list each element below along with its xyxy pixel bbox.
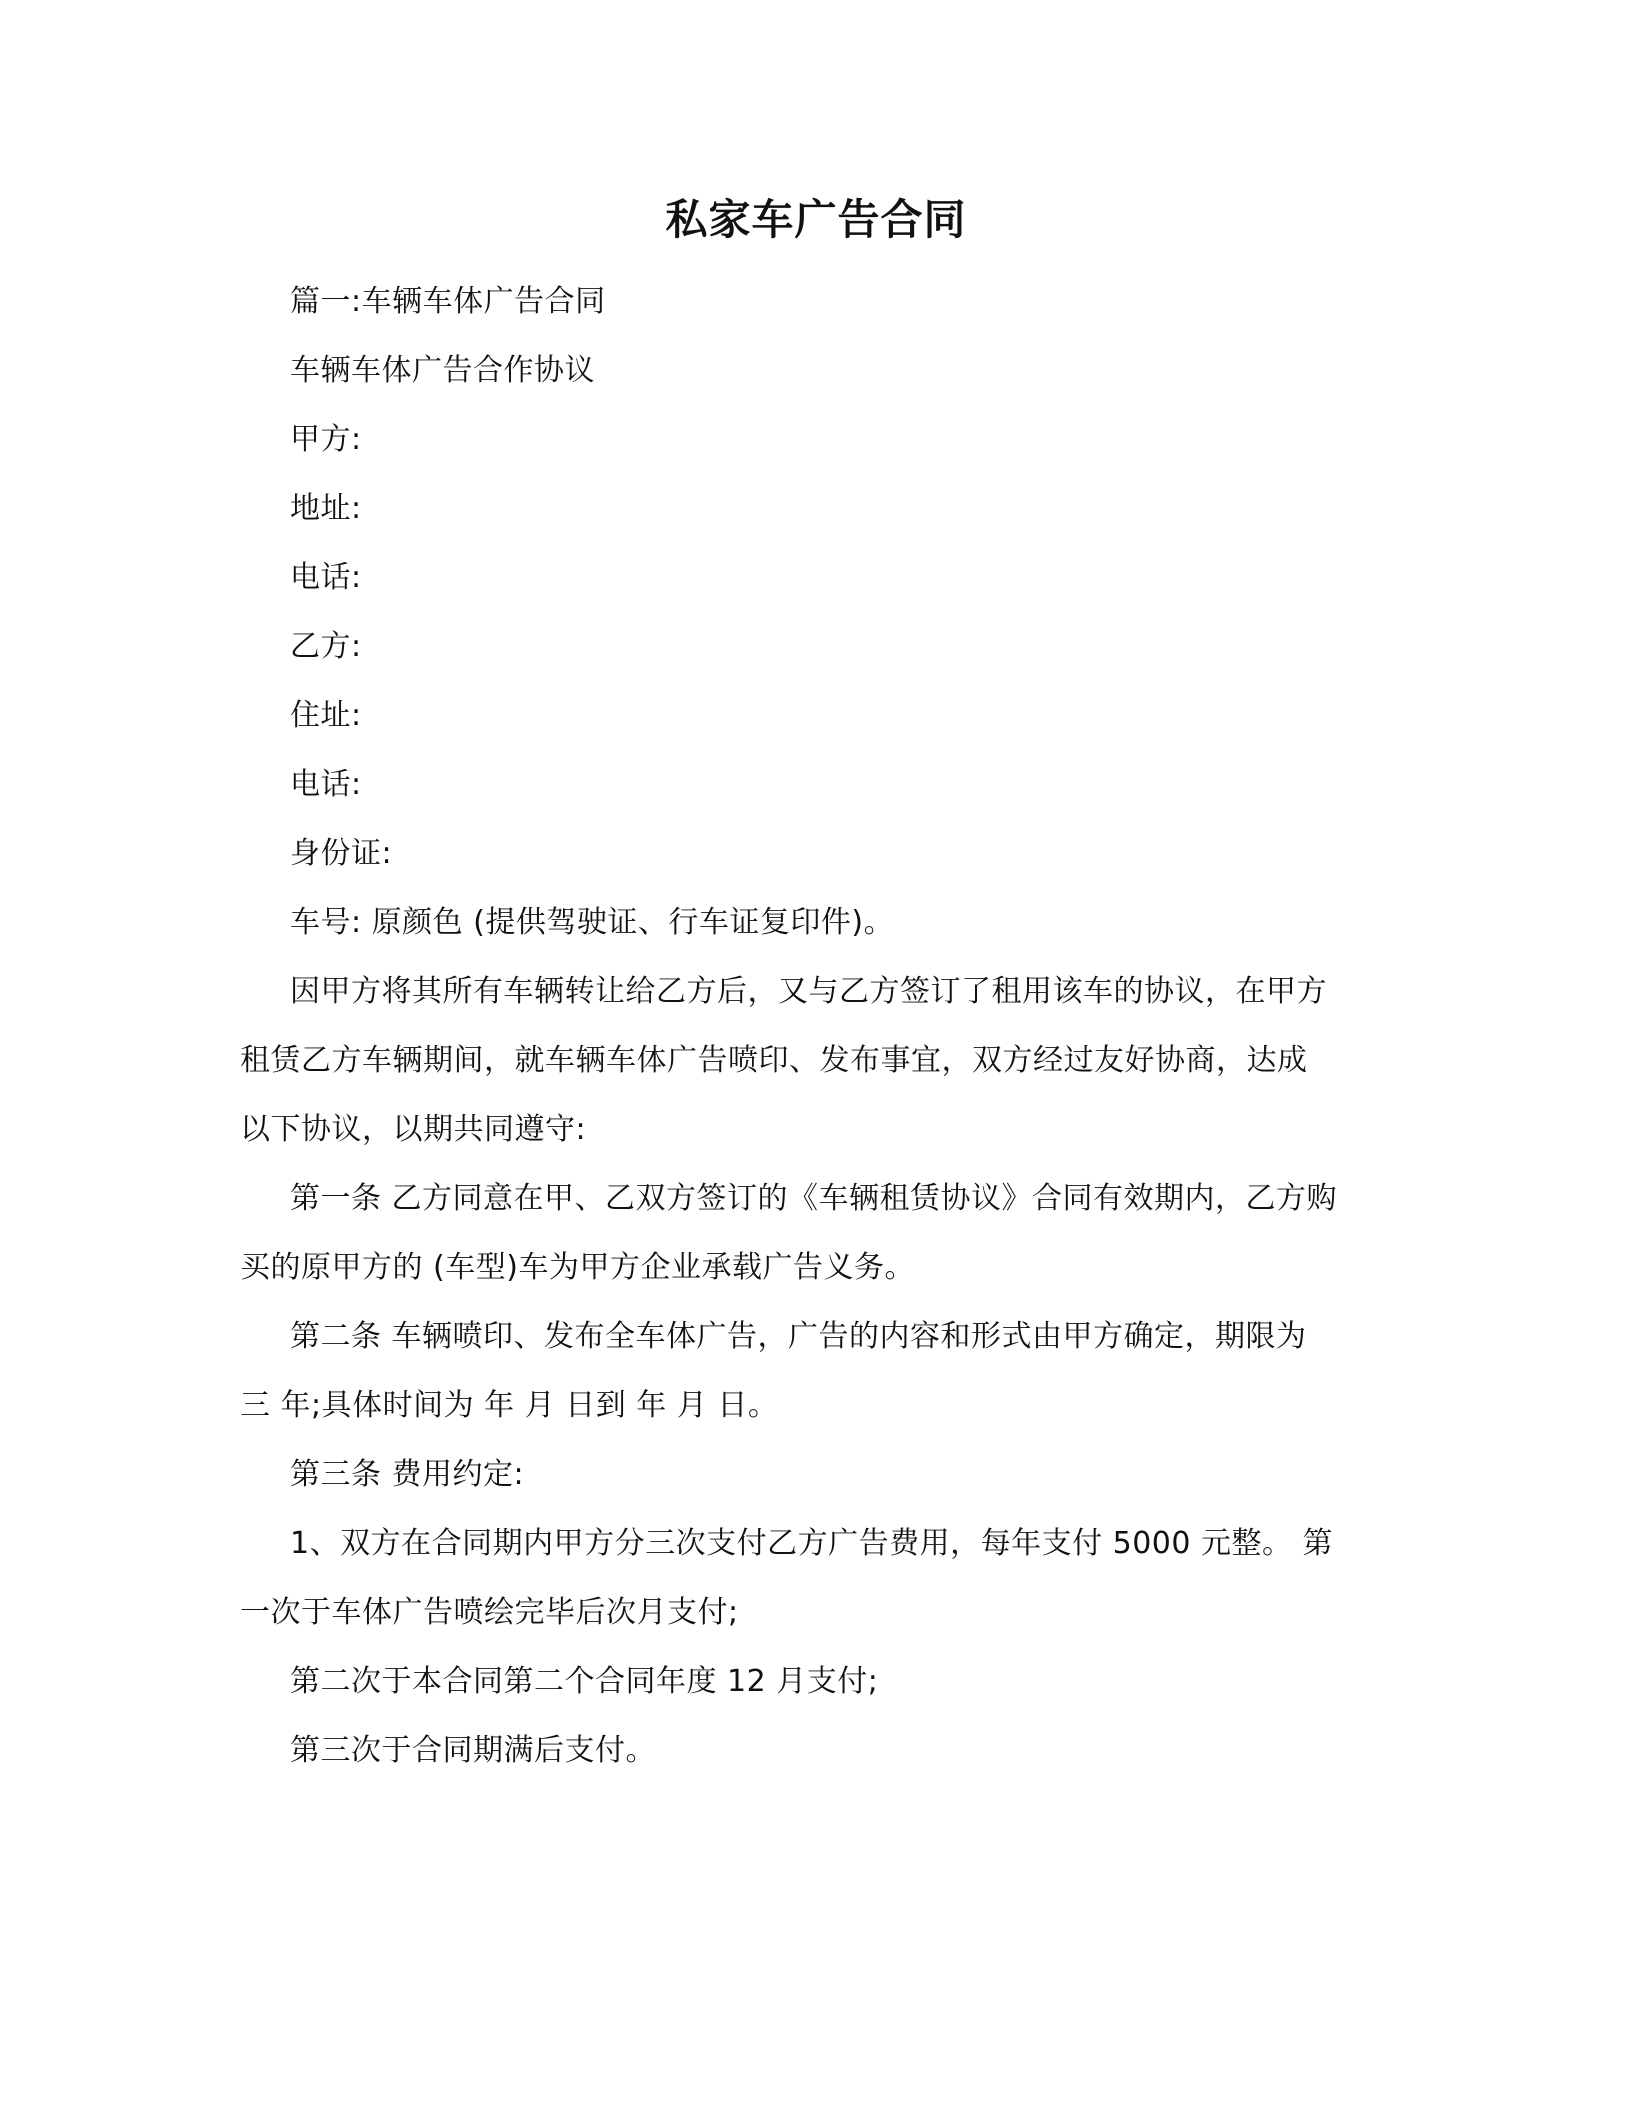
party-a-label: 甲方: <box>290 422 362 457</box>
phone-label-a: 电话: <box>290 560 362 595</box>
paragraph-line: 以下协议，以期共同遵守: <box>240 1112 587 1147</box>
id-card-label: 身份证: <box>290 836 393 871</box>
residence-label: 住址: <box>290 698 362 733</box>
article-one-line: 第一条 乙方同意在甲、乙双方签订的《车辆租赁协议》合同有效期内，乙方购 <box>290 1181 1338 1216</box>
vehicle-number-line: 车号: 原颜色 (提供驾驶证、行车证复印件)。 <box>290 905 895 940</box>
section-heading: 篇一:车辆车体广告合同 <box>290 284 606 319</box>
article-one-line: 买的原甲方的 (车型)车为甲方企业承载广告义务。 <box>240 1250 915 1285</box>
document-title: 私家车广告合同 <box>665 195 967 244</box>
phone-label-b: 电话: <box>290 767 362 802</box>
second-payment-line: 第二次于本合同第二个合同年度 12 月支付; <box>290 1664 879 1699</box>
agreement-title: 车辆车体广告合作协议 <box>290 353 595 388</box>
article-two-line: 第二条 车辆喷印、发布全车体广告，广告的内容和形式由甲方确定，期限为 <box>290 1319 1307 1354</box>
party-b-label: 乙方: <box>290 629 362 664</box>
third-payment-line: 第三次于合同期满后支付。 <box>290 1733 656 1768</box>
article-three-heading: 第三条 费用约定: <box>290 1457 525 1492</box>
payment-clause-line: 1、双方在合同期内甲方分三次支付乙方广告费用，每年支付 5000 元整。 第 <box>290 1526 1334 1561</box>
payment-clause-line: 一次于车体广告喷绘完毕后次月支付; <box>240 1595 739 1630</box>
address-label: 地址: <box>290 491 362 526</box>
paragraph-line: 因甲方将其所有车辆转让给乙方后，又与乙方签订了租用该车的协议，在甲方 <box>290 974 1327 1009</box>
paragraph-line: 租赁乙方车辆期间，就车辆车体广告喷印、发布事宜，双方经过友好协商，达成 <box>240 1043 1308 1078</box>
article-two-line: 三 年;具体时间为 年 月 日到 年 月 日。 <box>240 1388 779 1423</box>
